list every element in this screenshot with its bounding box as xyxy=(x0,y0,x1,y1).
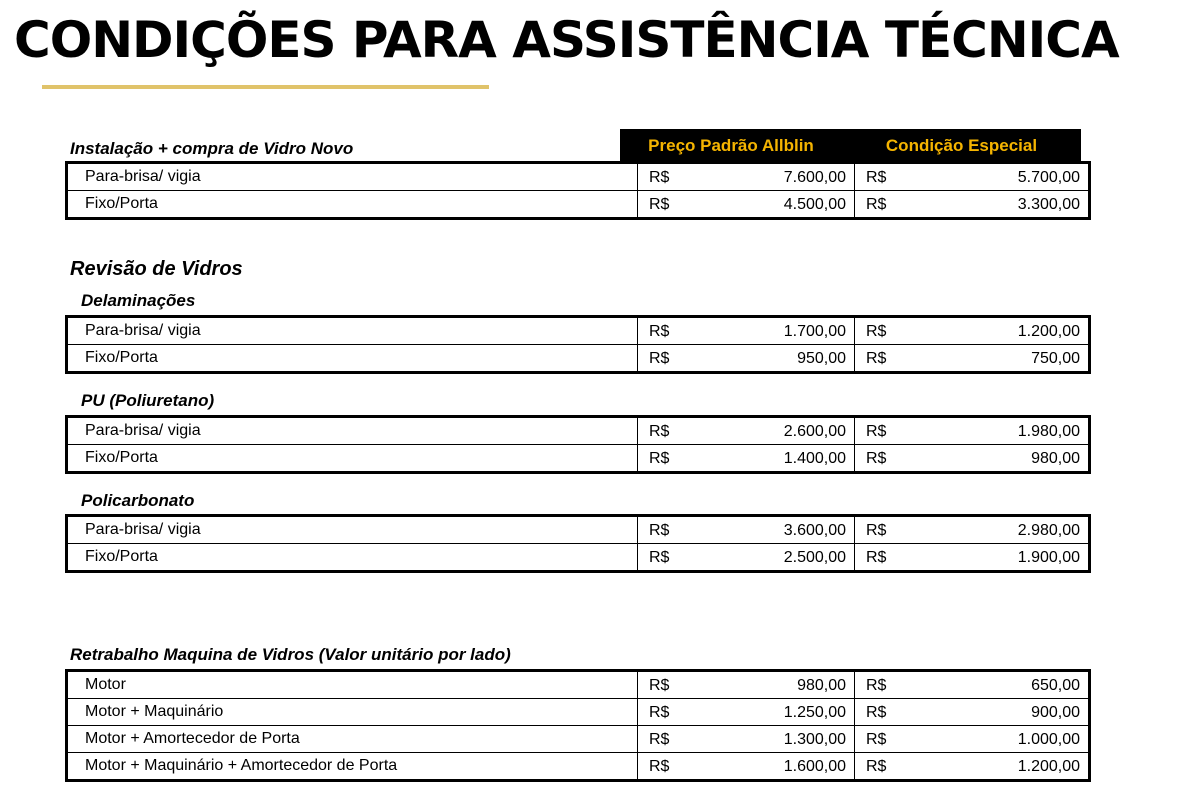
currency-label: R$ xyxy=(866,730,887,748)
revision-heading: Revisão de Vidros xyxy=(70,258,243,280)
currency-label: R$ xyxy=(649,521,670,539)
currency-label: R$ xyxy=(649,349,670,367)
standard-price: 4.500,00 xyxy=(783,195,846,213)
special-price: 900,00 xyxy=(1031,703,1080,721)
table-row xyxy=(67,445,1090,473)
polycarbonate-table xyxy=(65,514,1091,573)
table-row xyxy=(67,544,1090,572)
column-header-special: Condição Especial xyxy=(885,136,1038,155)
special-price: 1.200,00 xyxy=(1017,322,1080,340)
currency-label: R$ xyxy=(866,757,887,775)
special-price: 1.000,00 xyxy=(1017,730,1080,748)
table-row xyxy=(67,753,1090,781)
item-name: Motor + Maquinário + Amortecedor de Porta xyxy=(67,753,638,781)
delamination-label: Delaminações xyxy=(81,291,196,310)
special-price: 1.200,00 xyxy=(1017,757,1080,775)
item-name: Fixo/Porta xyxy=(67,191,638,219)
standard-price: 1.400,00 xyxy=(783,449,846,467)
standard-price: 1.600,00 xyxy=(783,757,846,775)
table-row xyxy=(67,671,1090,699)
page-title: CONDIÇÕES PARA ASSISTÊNCIA TÉCNICA xyxy=(14,11,1119,69)
currency-label: R$ xyxy=(866,422,887,440)
special-price: 650,00 xyxy=(1031,676,1080,694)
currency-label: R$ xyxy=(866,521,887,539)
item-name: Fixo/Porta xyxy=(67,544,638,572)
currency-label: R$ xyxy=(866,195,887,213)
delamination-table xyxy=(65,315,1091,374)
pu-table xyxy=(65,415,1091,474)
polycarbonate-label: Policarbonato xyxy=(81,491,195,510)
rework-table xyxy=(65,669,1091,782)
standard-price: 1.700,00 xyxy=(783,322,846,340)
pu-label: PU (Poliuretano) xyxy=(81,391,215,410)
special-price: 750,00 xyxy=(1031,349,1080,367)
special-price: 2.980,00 xyxy=(1017,521,1080,539)
currency-label: R$ xyxy=(866,168,887,186)
currency-label: R$ xyxy=(866,349,887,367)
currency-label: R$ xyxy=(866,703,887,721)
item-name: Para-brisa/ vigia xyxy=(67,317,638,345)
special-price: 1.980,00 xyxy=(1017,422,1080,440)
currency-label: R$ xyxy=(649,168,670,186)
item-name: Motor + Maquinário xyxy=(67,699,638,726)
standard-price: 950,00 xyxy=(797,349,846,367)
special-price: 1.900,00 xyxy=(1017,548,1080,566)
item-name: Motor + Amortecedor de Porta xyxy=(67,726,638,753)
table-row xyxy=(67,699,1090,726)
currency-label: R$ xyxy=(649,548,670,566)
special-price: 980,00 xyxy=(1031,449,1080,467)
item-name: Para-brisa/ vigia xyxy=(67,417,638,445)
table-row xyxy=(67,417,1090,445)
table-row xyxy=(67,317,1090,345)
currency-label: R$ xyxy=(866,449,887,467)
standard-price: 2.600,00 xyxy=(783,422,846,440)
item-name: Para-brisa/ vigia xyxy=(67,516,638,544)
currency-label: R$ xyxy=(649,730,670,748)
item-name: Para-brisa/ vigia xyxy=(67,163,638,191)
currency-label: R$ xyxy=(649,449,670,467)
standard-price: 2.500,00 xyxy=(783,548,846,566)
currency-label: R$ xyxy=(649,195,670,213)
currency-label: R$ xyxy=(866,322,887,340)
table-row xyxy=(67,516,1090,544)
currency-label: R$ xyxy=(649,322,670,340)
table-row xyxy=(67,726,1090,753)
currency-label: R$ xyxy=(649,422,670,440)
column-header-standard: Preço Padrão Allblin xyxy=(648,136,814,155)
standard-price: 7.600,00 xyxy=(783,168,846,186)
install-label: Instalação + compra de Vidro Novo xyxy=(70,139,354,158)
table-row xyxy=(67,191,1090,219)
currency-label: R$ xyxy=(649,757,670,775)
item-name: Fixo/Porta xyxy=(67,445,638,473)
rework-label: Retrabalho Maquina de Vidros (Valor unitário por lado) xyxy=(70,645,511,664)
table-row xyxy=(67,163,1090,191)
column-header-bar xyxy=(620,129,1081,162)
special-price: 3.300,00 xyxy=(1017,195,1080,213)
currency-label: R$ xyxy=(649,703,670,721)
currency-label: R$ xyxy=(866,548,887,566)
special-price: 5.700,00 xyxy=(1017,168,1080,186)
standard-price: 3.600,00 xyxy=(783,521,846,539)
item-name: Fixo/Porta xyxy=(67,345,638,373)
item-name: Motor xyxy=(67,671,638,699)
currency-label: R$ xyxy=(649,676,670,694)
standard-price: 1.300,00 xyxy=(783,730,846,748)
currency-label: R$ xyxy=(866,676,887,694)
title-underline xyxy=(42,85,489,89)
table-row xyxy=(67,345,1090,373)
install-table xyxy=(65,161,1091,220)
standard-price: 980,00 xyxy=(797,676,846,694)
standard-price: 1.250,00 xyxy=(783,703,846,721)
